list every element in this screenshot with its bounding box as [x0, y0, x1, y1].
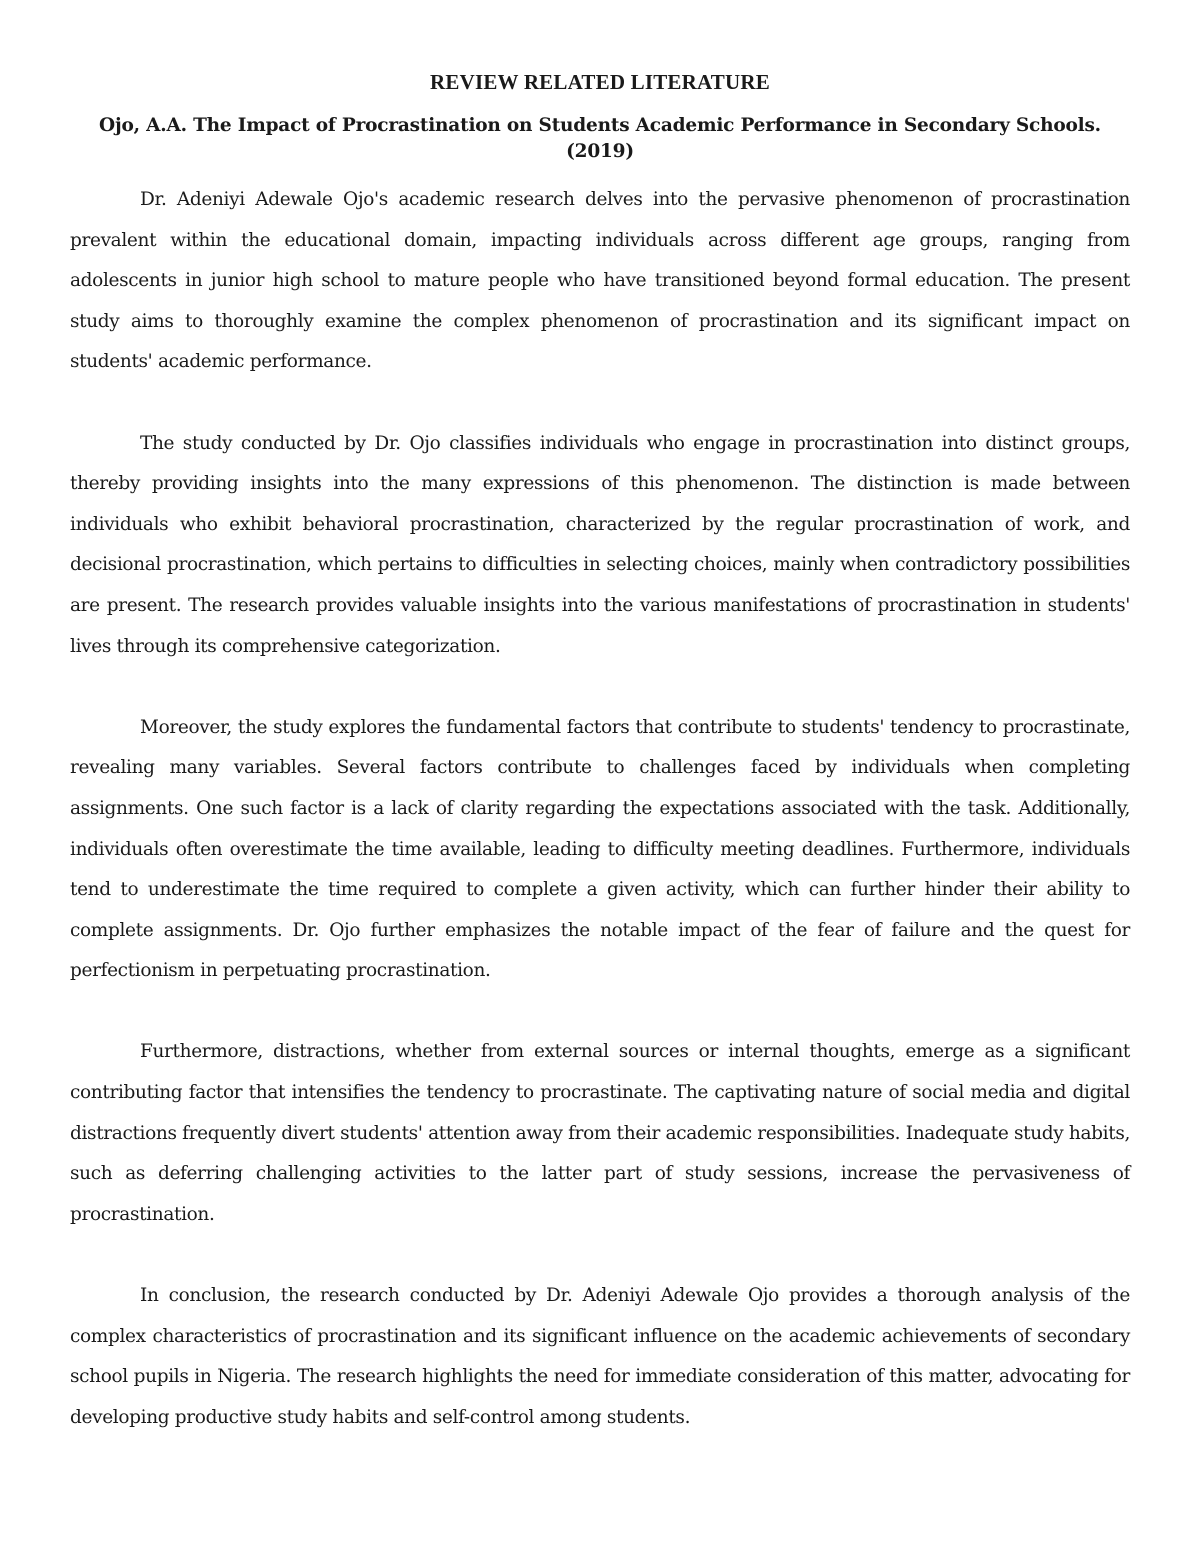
paragraph-5: In conclusion, the research conducted by Dr. Adeniyi Adewale Ojo provides a thorough analysis of the complex characteristics of procrastination and its significant influence on the academic achievements of secondary school pupils in Nigeria. The research highlights the need for immediate consideration of this matter, advocating for developing productive study habits and self-control among students.: [70, 1285, 1130, 1428]
paragraph-2: The study conducted by Dr. Ojo classifies individuals who engage in procrastination into distinct groups, thereby providing insights into the many expressions of this phenomenon. The distinction is made between individuals who exhibit behavioral procrastination, characterized by the regular procrastination of work, and decisional procrastination, which pertains to difficulties in selecting choices, mainly when contradictory possibilities are present. The research provides valuable insights into the various manifestations of procrastination in students' lives through its comprehensive categorization.: [70, 432, 1130, 657]
paragraph-1: Dr. Adeniyi Adewale Ojo's academic research delves into the pervasive phenomenon of procrastination prevalent within the educational domain, impacting individuals across different age groups, ranging from adolescents in junior high school to mature people who have transitioned beyond formal education. The present study aims to thoroughly examine the complex phenomenon of procrastination and its significant impact on students' academic performance.: [70, 189, 1130, 373]
document-page: [70, 70, 1130, 1438]
reference-citation: Ojo, A.A. The Impact of Procrastination on Students Academic Performance in Secondary Schools. (2019): [99, 115, 1101, 162]
paragraph-4: Furthermore, distractions, whether from external sources or internal thoughts, emerge as a significant contributing factor that intensifies the tendency to procrastinate. The captivating nature of social media and digital distractions frequently divert students' attention away from their academic responsibilities. Inadequate study habits, such as deferring challenging activities to the latter part of study sessions, increase the pervasiveness of procrastination.: [70, 1041, 1130, 1225]
document-title: REVIEW RELATED LITERATURE: [430, 70, 770, 94]
paragraph-3: Moreover, the study explores the fundamental factors that contribute to students' tendency to procrastinate, revealing many variables. Several factors contribute to challenges faced by individuals when completing assignments. One such factor is a lack of clarity regarding the expectations associated with the task. Additionally, individuals often overestimate the time available, leading to difficulty meeting deadlines. Furthermore, individuals tend to underestimate the time required to complete a given activity, which can further hinder their ability to complete assignments. Dr. Ojo further emphasizes the notable impact of the fear of failure and the quest for perfectionism in perpetuating procrastination.: [70, 716, 1130, 982]
